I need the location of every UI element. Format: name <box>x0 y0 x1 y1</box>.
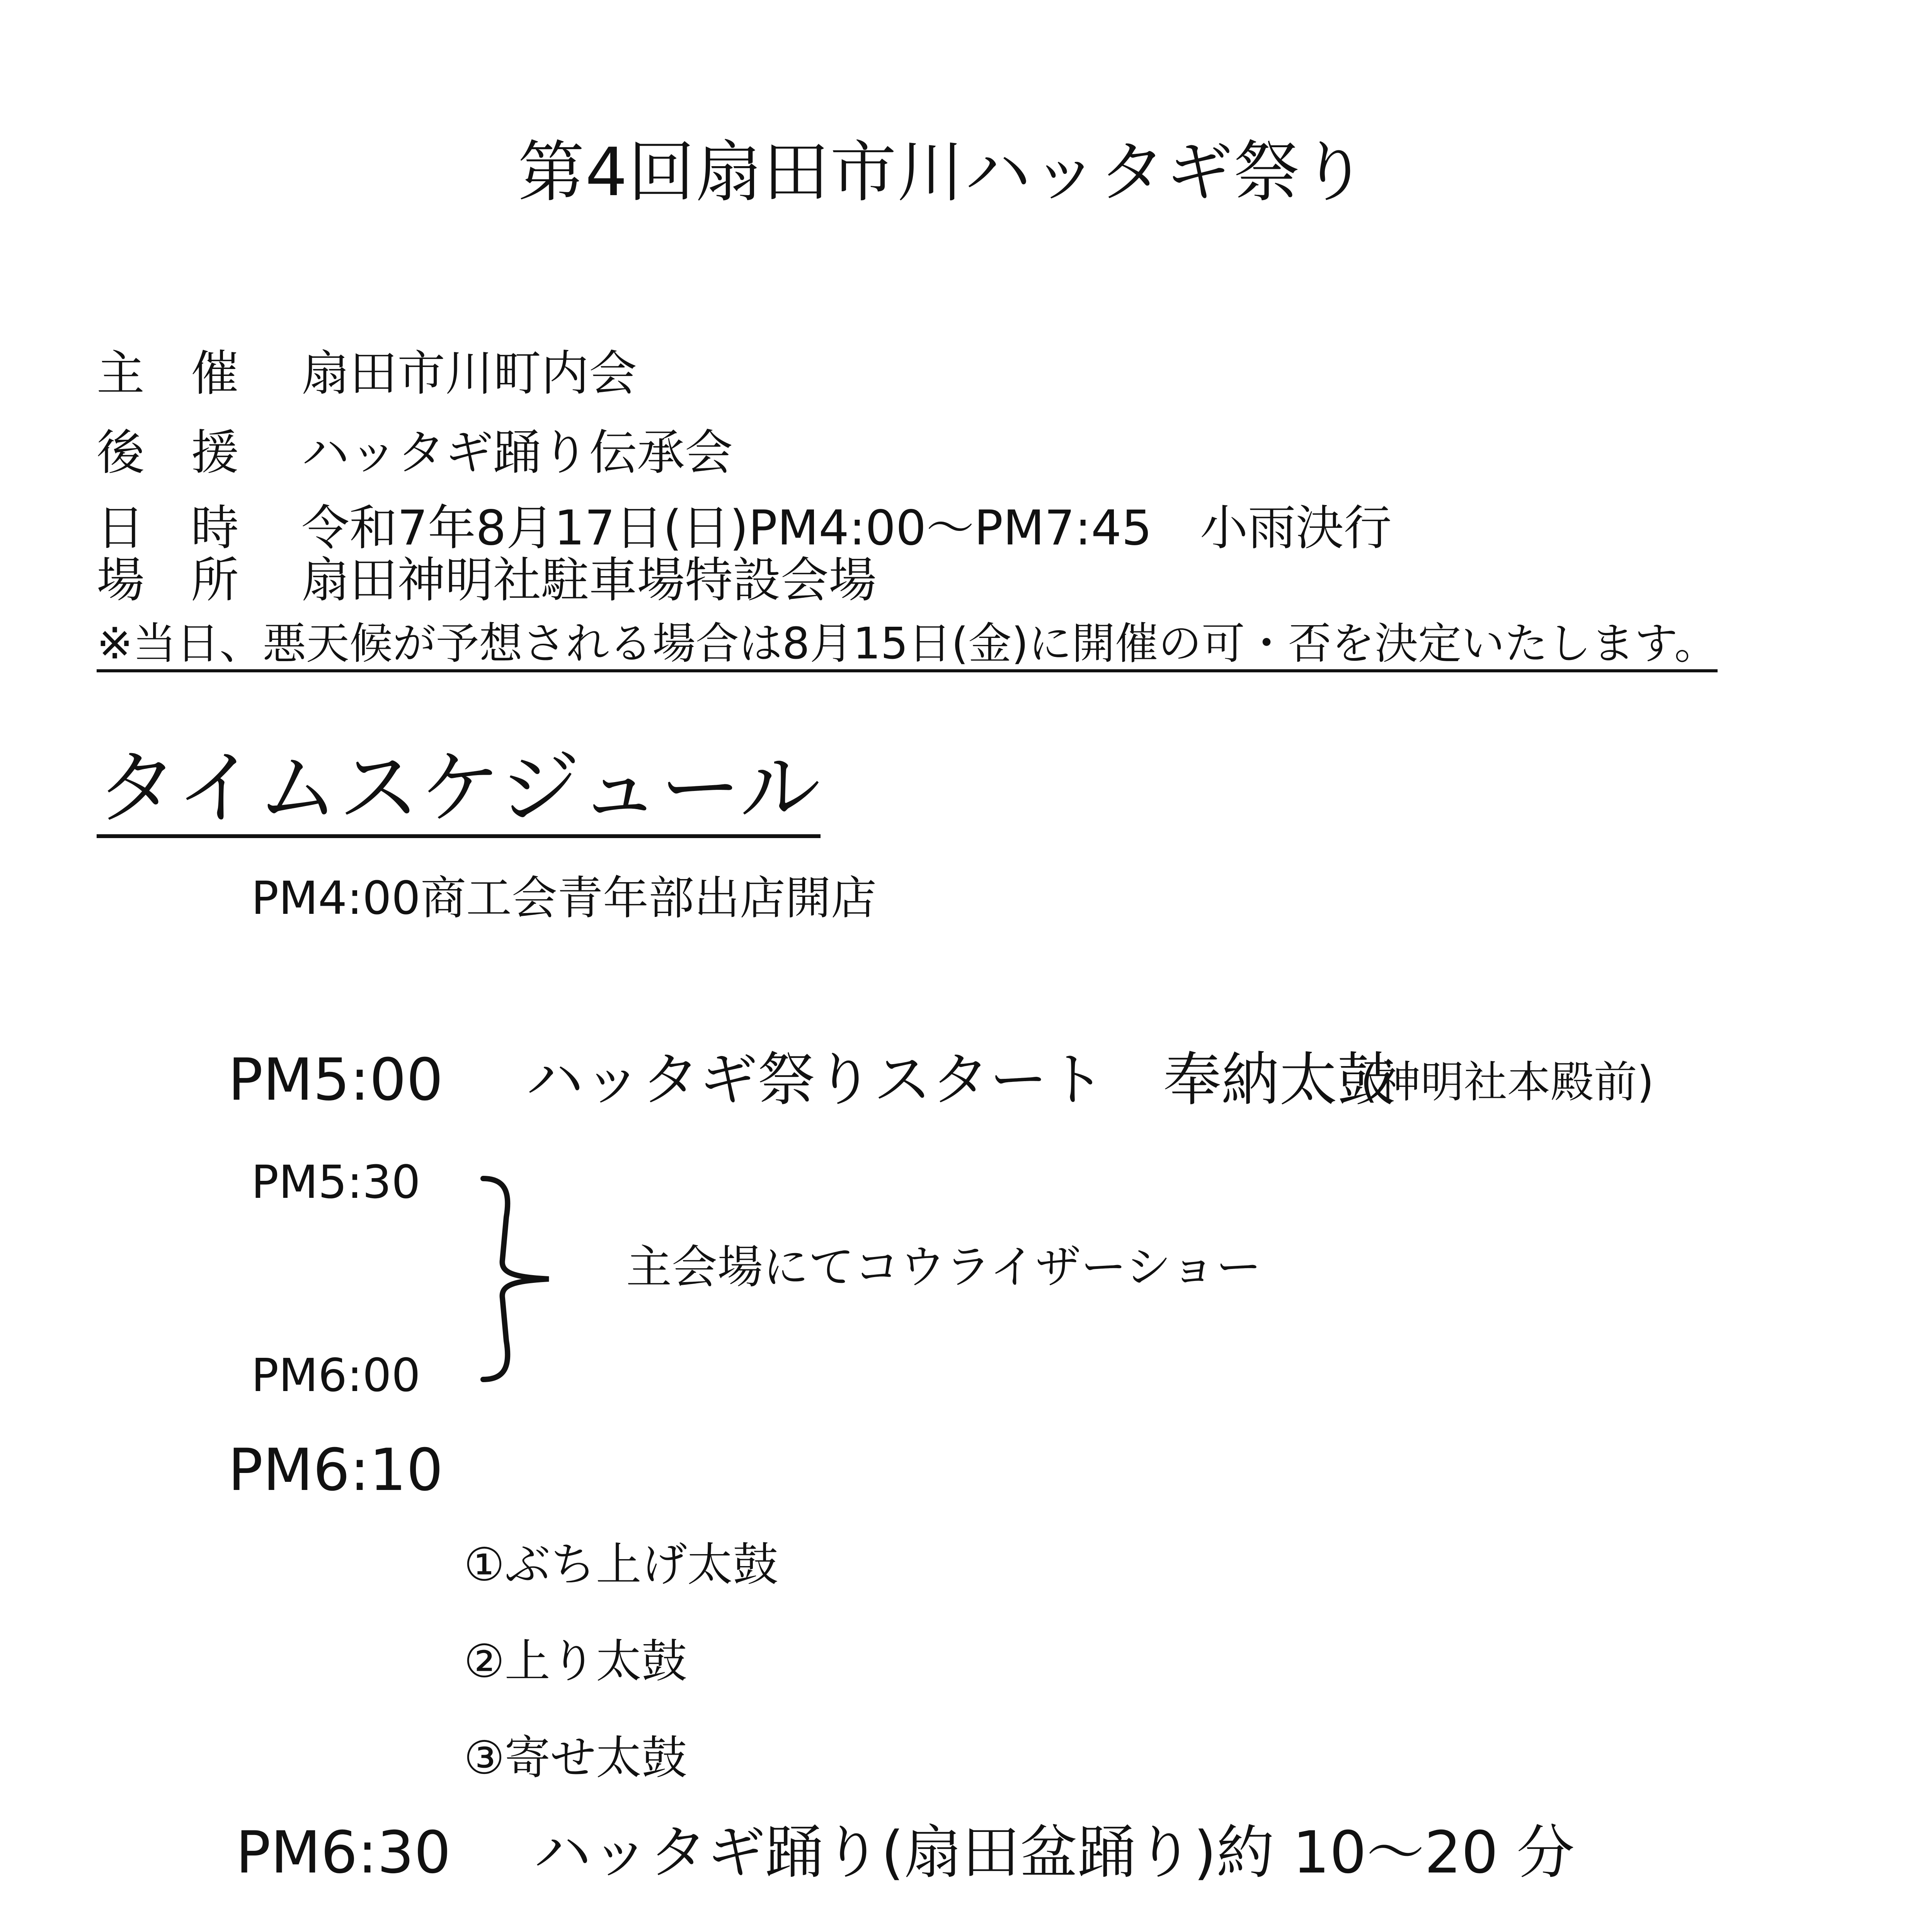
datetime-label: 日時 <box>97 500 286 556</box>
schedule-time-taiko: PM6:10 <box>228 1437 443 1504</box>
organizer-label: 主催 <box>97 346 286 401</box>
supporter-value: ハッタギ踊り伝承会 <box>301 425 733 481</box>
organizer-value: 扇田市川町内会 <box>301 346 637 401</box>
schedule-time-show-start: PM5:30 <box>251 1155 421 1209</box>
schedule-item-shop-open: PM4:00商工会青年部出店開店 <box>251 871 877 925</box>
schedule-taiko-item-2: ②上り太鼓 <box>464 1634 687 1688</box>
schedule-heading: タイムスケジュール <box>97 748 821 838</box>
schedule-taiko-item-3: ③寄せ太鼓 <box>464 1731 687 1784</box>
schedule-text-dance: ハッタギ踊り(扇田盆踊り)約 10～20 分 <box>533 1819 1575 1886</box>
schedule-time-festival-start: PM5:00 <box>228 1046 443 1114</box>
venue-label: 場所 <box>97 553 286 608</box>
weather-notice: ※当日、悪天候が予想される場合は8月15日(金)に開催の可・否を決定いたします。 <box>97 622 1718 672</box>
schedule-note-festival-start: (神明社本殿前) <box>1360 1057 1654 1107</box>
datetime-value: 令和7年8月17日(日)PM4:00～PM7:45 小雨決行 <box>301 500 1392 556</box>
schedule-time-show-end: PM6:00 <box>251 1349 421 1402</box>
schedule-text-show: 主会場にてコウライザーショー <box>626 1240 1262 1294</box>
schedule-time-dance: PM6:30 <box>236 1819 451 1886</box>
schedule-text-festival-start: ハッタギ祭りスタート 奉納太鼓 <box>526 1046 1396 1114</box>
page-title: 第4回扇田市川ハッタギ祭り <box>518 133 1368 211</box>
venue-value: 扇田神明社駐車場特設会場 <box>301 553 877 608</box>
supporter-label: 後援 <box>97 425 286 481</box>
schedule-taiko-item-1: ①ぶち上げ太鼓 <box>464 1538 778 1591</box>
brace-icon <box>475 1171 564 1387</box>
